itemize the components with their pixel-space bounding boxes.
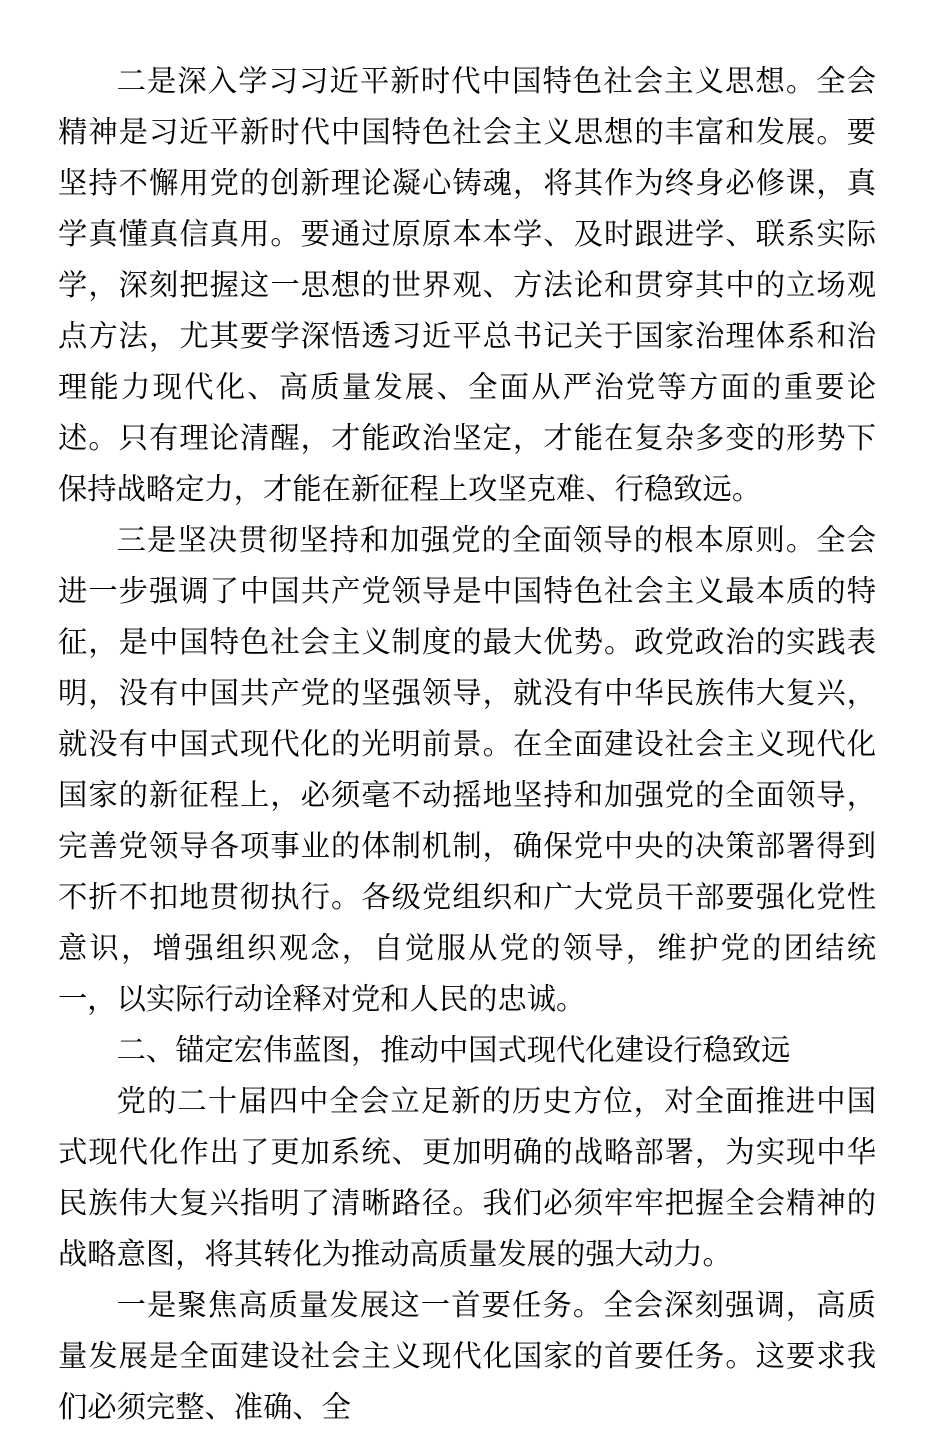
paragraph-er-shi: 二是深入学习习近平新时代中国特色社会主义思想。全会精神是习近平新时代中国特色社会主义思想的丰富和发展。要坚持不懈用党的创新理论凝心铸魂，将其作为终身必修课，真学真懂真信真用。要通过原原本本学、及时跟进学、联系实际学，深刻把握这一思想的世界观、方法论和贯穿其中的立场观点方法，尤其要学深悟透习近平总书记关于国家治理体系和治理能力现代化、高质量发展、全面从严治党等方面的重要论述。只有理论清醒，才能政治坚定，才能在复杂多变的形势下保持战略定力，才能在新征程上攻坚克难、行稳致远。 [58, 65, 876, 506]
paragraph-san-shi: 三是坚决贯彻坚持和加强党的全面领导的根本原则。全会进一步强调了中国共产党领导是中国特色社会主义最本质的特征，是中国特色社会主义制度的最大优势。政党政治的实践表明，没有中国共产党的坚强领导，就没有中华民族伟大复兴，就没有中国式现代化的光明前景。在全面建设社会主义现代化国家的新征程上，必须毫不动摇地坚持和加强党的全面领导，完善党领导各项事业的体制机制，确保党中央的决策部署得到不折不扣地贯彻执行。各级党组织和广大党员干部要强化党性意识，增强组织观念，自觉服从党的领导，维护党的团结统一，以实际行动诠释对党和人民的忠诚。 [58, 524, 876, 1016]
heading-section-two: 二、锚定宏伟蓝图，推动中国式现代化建设行稳致远 [116, 1034, 791, 1067]
document-body [58, 56, 876, 1433]
paragraph-yi-shi: 一是聚焦高质量发展这一首要任务。全会深刻强调，高质量发展是全面建设社会主义现代化国家的首要任务。这要求我们必须完整、准确、全 [58, 1289, 876, 1424]
paragraph-dang-de: 党的二十届四中全会立足新的历史方位，对全面推进中国式现代化作出了更加系统、更加明确的战略部署，为实现中华民族伟大复兴指明了清晰路径。我们必须牢牢把握全会精神的战略意图，将其转化为推动高质量发展的强大动力。 [58, 1085, 876, 1271]
